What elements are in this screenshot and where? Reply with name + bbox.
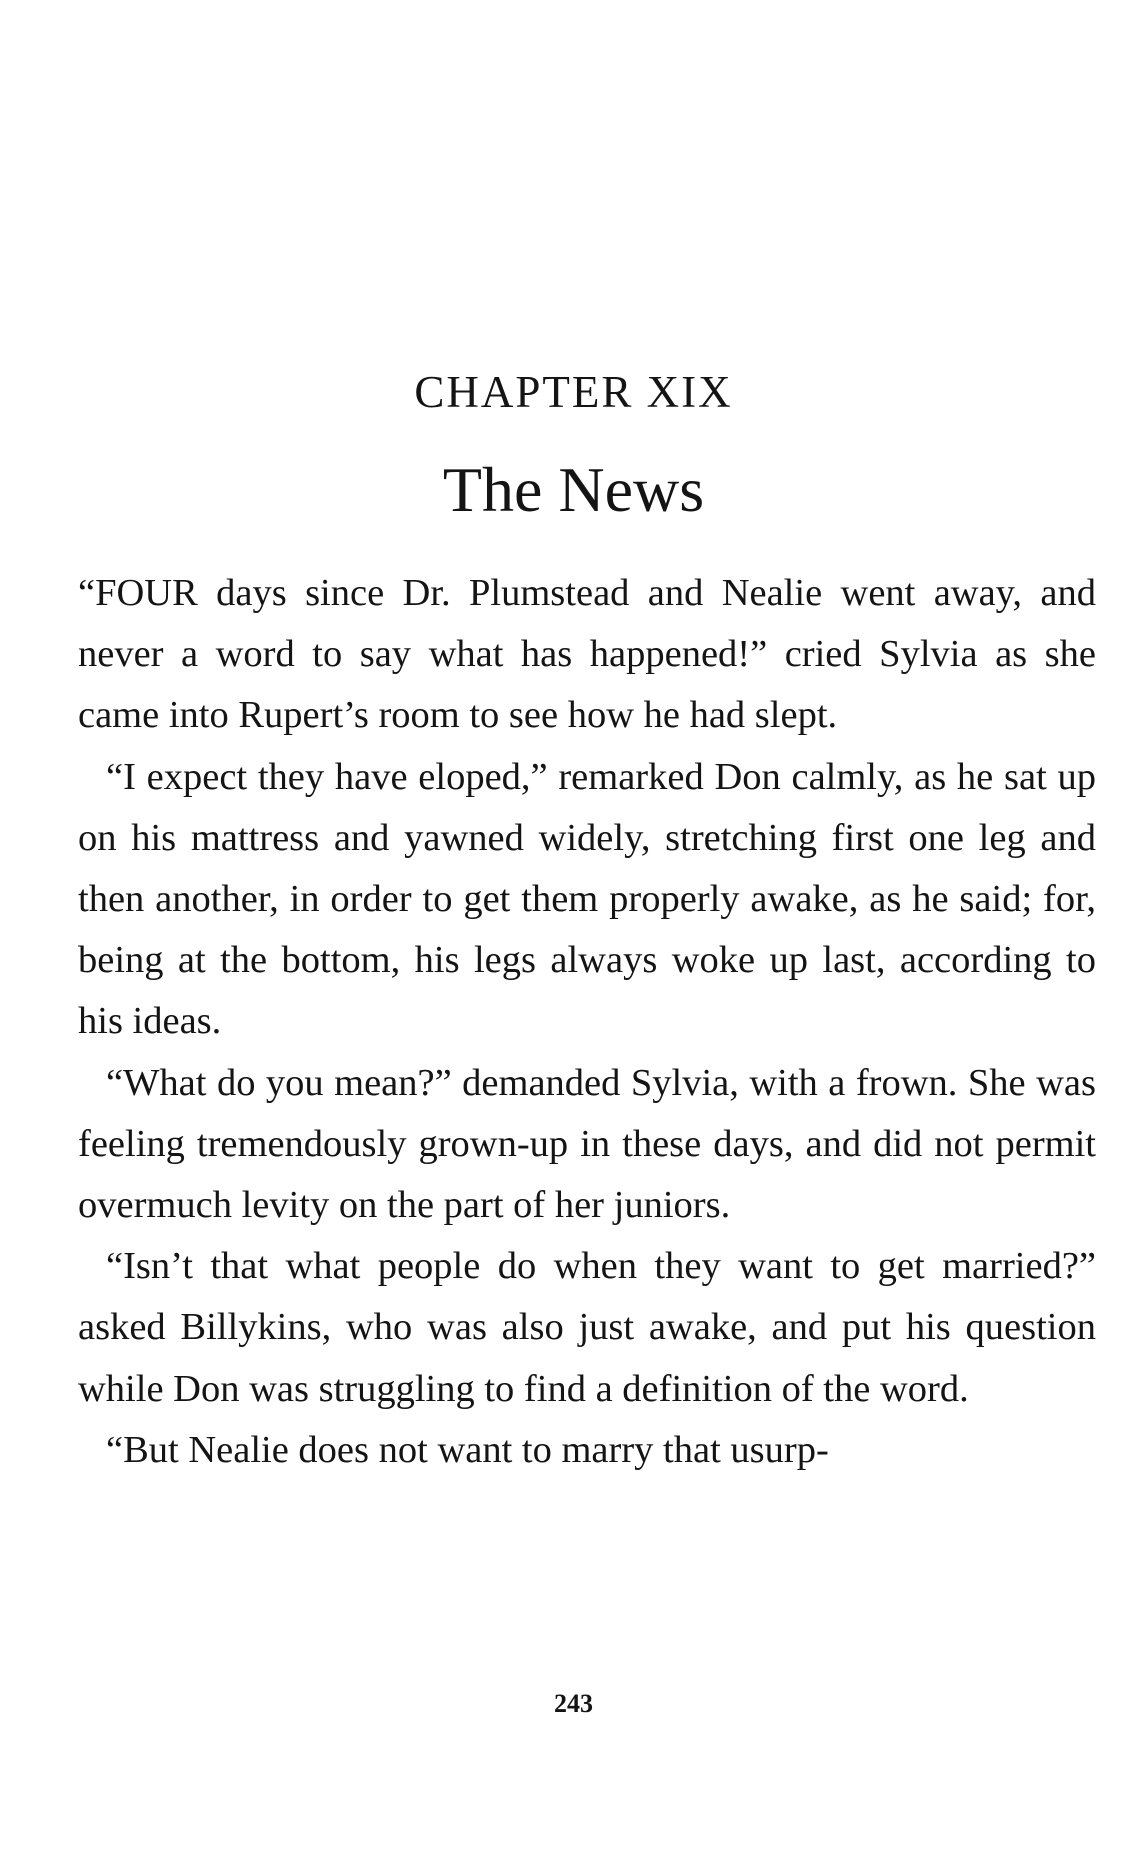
body-text: [78, 563, 1096, 1481]
paragraph-lead: “F: [78, 572, 117, 614]
paragraph-4: “Isn’t that what people do when they want to get married?” asked Billykins, who was also just awake, and put his question while Don was struggling to find a definition of the word.: [78, 1245, 1096, 1410]
paragraph-3: “What do you mean?” demanded Sylvia, with a frown. She was feeling tremendously grown-up in these days, and did not permit overmuch levity on the part of her juniors.: [78, 1061, 1096, 1227]
paragraph-2: “I expect they have eloped,” remarked Don calmly, as he sat up on his mattress and yawned widely, stretching first one leg and then another, in order to get them properly awake, as he said; for, being at the bottom, his legs always woke up last, according to his ideas.: [78, 755, 1096, 1043]
paragraph-text: days since Dr. Plumstead and Nealie went away, and never a word to say what has happened!” cried Sylvia as she came into Rupert’s room to see how he had slept.: [78, 572, 1096, 737]
page-number: 243: [554, 1689, 593, 1718]
paragraph-1: [78, 563, 1096, 747]
chapter-number: CHAPTER XIX: [414, 367, 733, 417]
paragraph-smallcaps: OUR: [116, 572, 198, 614]
paragraph-5: “But Nealie does not want to marry that usurp-: [106, 1428, 829, 1471]
chapter-title: The News: [442, 454, 705, 525]
